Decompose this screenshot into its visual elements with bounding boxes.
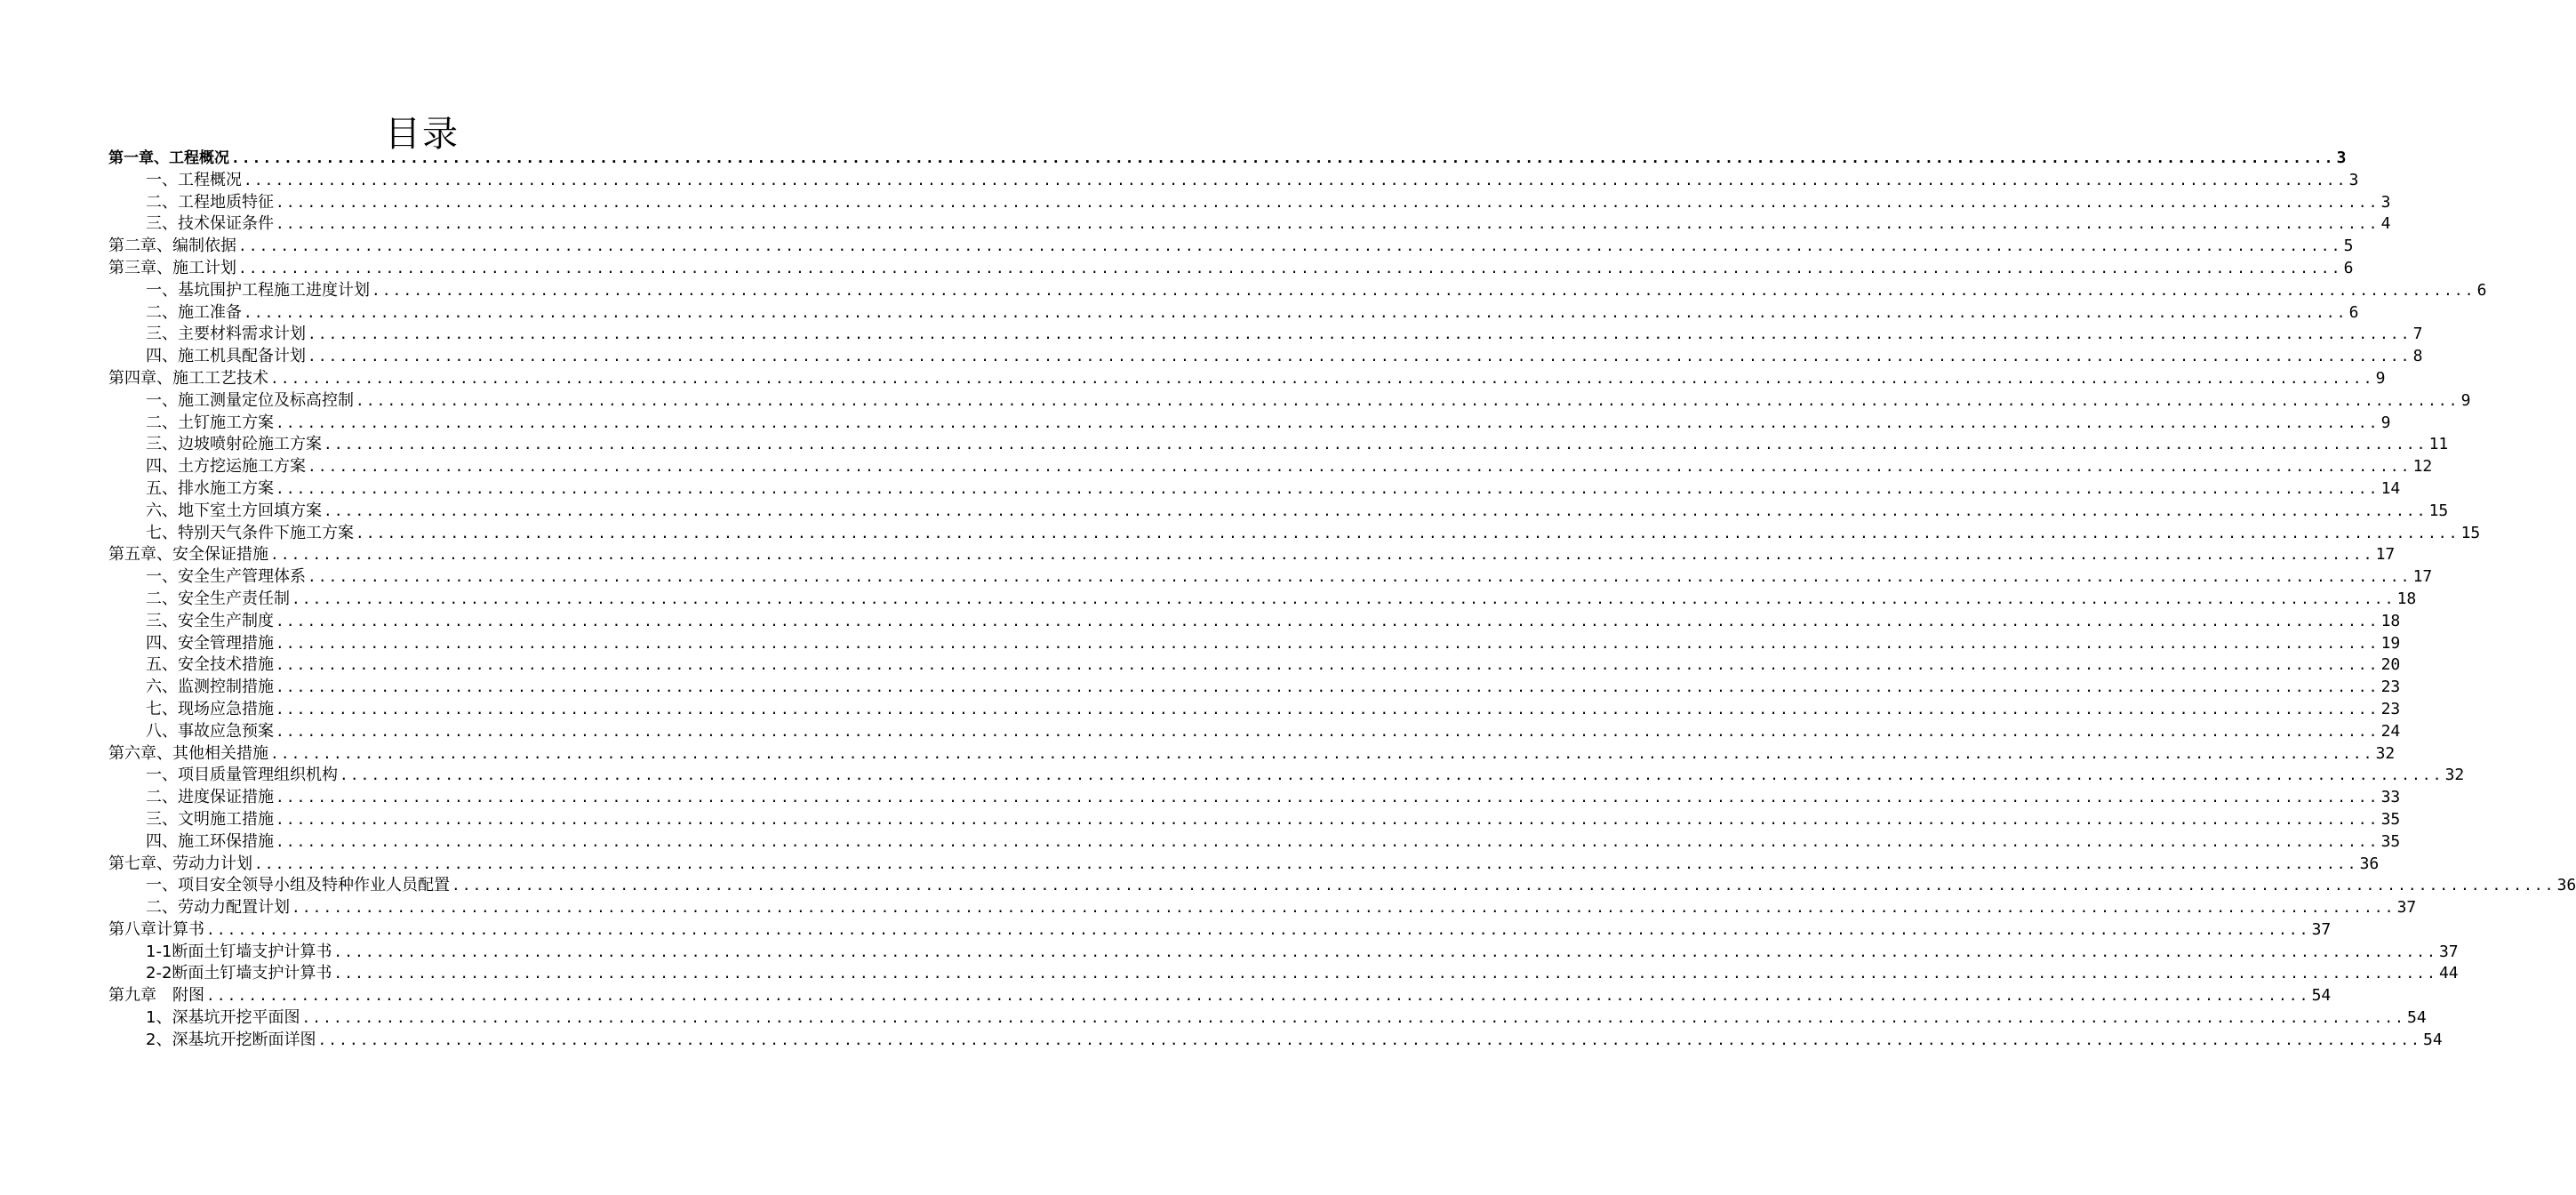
toc-dot-leader: ........................................................................................................................................................................................................ bbox=[308, 348, 2412, 365]
toc-dot-leader: ........................................................................................................................................................................................................ bbox=[356, 391, 2460, 409]
toc-entry-page-number: 18 bbox=[2396, 589, 2417, 608]
toc-entry-title: 八、事故应急预案 bbox=[146, 721, 274, 741]
toc-dot-leader: ........................................................................................................................................................................................................ bbox=[372, 281, 2476, 299]
toc-entry[interactable] bbox=[108, 302, 2359, 325]
toc-entry-title: 四、施工环保措施 bbox=[146, 831, 274, 851]
toc-entry[interactable] bbox=[108, 654, 2401, 677]
toc-entry[interactable] bbox=[108, 875, 2576, 897]
toc-dot-leader: ........................................................................................................................................................................................................ bbox=[244, 171, 2348, 188]
toc-entry[interactable] bbox=[108, 236, 2354, 258]
toc-entry[interactable] bbox=[108, 523, 2481, 545]
toc-entry[interactable] bbox=[108, 854, 2380, 876]
toc-entry-title: 第七章、劳动力计划 bbox=[108, 854, 252, 873]
toc-entry-page-number: 3 bbox=[2380, 192, 2391, 212]
toc-dot-leader: ........................................................................................................................................................................................................ bbox=[270, 744, 2374, 762]
toc-dot-leader: ........................................................................................................................................................................................................ bbox=[301, 1009, 2406, 1027]
toc-entry[interactable] bbox=[108, 963, 2459, 985]
toc-dot-leader: ........................................................................................................................................................................................................ bbox=[276, 193, 2380, 211]
toc-entry[interactable] bbox=[108, 170, 2359, 192]
toc-entry-title: 一、工程概况 bbox=[146, 170, 242, 189]
toc-entry-page-number: 3 bbox=[2348, 170, 2359, 189]
toc-entry-title: 六、地下室土方回填方案 bbox=[146, 501, 322, 520]
toc-entry-page-number: 32 bbox=[2375, 743, 2396, 763]
toc-dot-leader: ........................................................................................................................................................................................................ bbox=[308, 568, 2412, 586]
toc-entry[interactable] bbox=[108, 809, 2401, 831]
toc-entry-page-number: 36 bbox=[2556, 876, 2576, 895]
toc-entry[interactable] bbox=[108, 258, 2354, 280]
toc-dot-leader: ........................................................................................................................................................................................................ bbox=[206, 920, 2310, 938]
toc-entry-title: 五、安全技术措施 bbox=[146, 655, 274, 675]
toc-entry-title: 四、施工机具配备计划 bbox=[146, 347, 306, 366]
toc-dot-leader: ........................................................................................................................................................................................................ bbox=[244, 303, 2348, 321]
toc-entry-page-number: 15 bbox=[2460, 523, 2481, 542]
toc-entry-page-number: 20 bbox=[2380, 655, 2401, 675]
toc-entry-page-number: 9 bbox=[2375, 368, 2386, 388]
toc-entry-page-number: 11 bbox=[2428, 435, 2449, 454]
toc-dot-leader: ........................................................................................................................................................................................................ bbox=[276, 215, 2380, 233]
toc-entry-title: 七、现场应急措施 bbox=[146, 699, 274, 718]
toc-entry-title: 三、主要材料需求计划 bbox=[146, 325, 306, 344]
toc-dot-leader: ........................................................................................................................................................................................................ bbox=[324, 501, 2428, 519]
toc-dot-leader: ........................................................................................................................................................................................................ bbox=[238, 237, 2342, 255]
toc-entry-title: 第二章、编制依据 bbox=[108, 237, 236, 256]
toc-entry-page-number: 19 bbox=[2380, 633, 2401, 653]
toc-dot-leader: ........................................................................................................................................................................................................ bbox=[270, 369, 2374, 387]
toc-dot-leader: ........................................................................................................................................................................................................ bbox=[333, 942, 2437, 960]
toc-entry-title: 三、边坡喷射砼施工方案 bbox=[146, 435, 322, 454]
toc-entry-title: 三、技术保证条件 bbox=[146, 214, 274, 234]
toc-entry-title: 第三章、施工计划 bbox=[108, 258, 236, 277]
toc-entry-page-number: 54 bbox=[2423, 1030, 2443, 1049]
toc-dot-leader: ........................................................................................................................................................................................................ bbox=[254, 854, 2358, 872]
toc-entry-page-number: 8 bbox=[2412, 347, 2423, 366]
toc-entry-page-number: 18 bbox=[2380, 611, 2401, 630]
toc-dot-leader: ........................................................................................................................................................................................................ bbox=[276, 832, 2380, 850]
toc-dot-leader: ........................................................................................................................................................................................................ bbox=[308, 458, 2412, 476]
toc-entry-title: 七、特别天气条件下施工方案 bbox=[146, 523, 354, 542]
toc-entry-title: 二、劳动力配置计划 bbox=[146, 898, 290, 918]
toc-entry-page-number: 4 bbox=[2380, 214, 2391, 234]
toc-entry[interactable] bbox=[108, 699, 2401, 721]
toc-entry-title: 二、施工准备 bbox=[146, 302, 242, 322]
page-title: 目录 bbox=[385, 113, 460, 155]
toc-entry-page-number: 35 bbox=[2380, 809, 2401, 829]
toc-entry-page-number: 9 bbox=[2380, 413, 2391, 432]
toc-dot-leader: ........................................................................................................................................................................................................ bbox=[231, 149, 2335, 166]
toc-entry-page-number: 9 bbox=[2460, 390, 2471, 410]
toc-entry-page-number: 15 bbox=[2428, 501, 2449, 520]
toc-entry-page-number: 6 bbox=[2343, 258, 2354, 277]
toc-dot-leader: ........................................................................................................................................................................................................ bbox=[276, 413, 2380, 431]
toc-entry-title: 第四章、施工工艺技术 bbox=[108, 368, 268, 388]
toc-dot-leader: ........................................................................................................................................................................................................ bbox=[206, 987, 2310, 1005]
toc-entry-page-number: 17 bbox=[2375, 545, 2396, 565]
toc-entry[interactable] bbox=[108, 213, 2391, 236]
toc-entry-page-number: 12 bbox=[2412, 457, 2433, 477]
toc-entry-page-number: 5 bbox=[2343, 237, 2354, 256]
toc-dot-leader: ........................................................................................................................................................................................................ bbox=[276, 479, 2380, 497]
toc-dot-leader: ........................................................................................................................................................................................................ bbox=[317, 1031, 2422, 1048]
toc-entry[interactable] bbox=[108, 280, 2487, 302]
toc-dot-leader: ........................................................................................................................................................................................................ bbox=[356, 524, 2460, 541]
toc-dot-leader: ........................................................................................................................................................................................................ bbox=[333, 965, 2437, 982]
toc-entry-title: 四、安全管理措施 bbox=[146, 633, 274, 653]
toc-entry-title: 一、项目质量管理组织机构 bbox=[146, 766, 338, 785]
toc-entry-title: 第九章 附图 bbox=[108, 986, 204, 1006]
toc-entry-page-number: 24 bbox=[2380, 721, 2401, 741]
toc-entry-title: 一、施工测量定位及标高控制 bbox=[146, 390, 354, 410]
toc-entry-title: 一、基坑围护工程施工进度计划 bbox=[146, 280, 370, 300]
toc-entry[interactable] bbox=[108, 787, 2401, 809]
toc-entry-title: 三、文明施工措施 bbox=[146, 809, 274, 829]
toc-entry[interactable] bbox=[108, 192, 2391, 214]
toc-entry-page-number: 3 bbox=[2336, 148, 2347, 167]
toc-entry-page-number: 23 bbox=[2380, 699, 2401, 718]
toc-dot-leader: ........................................................................................................................................................................................................ bbox=[276, 634, 2380, 652]
toc-dot-leader: ........................................................................................................................................................................................................ bbox=[324, 436, 2428, 453]
toc-dot-leader: ........................................................................................................................................................................................................ bbox=[276, 678, 2380, 696]
toc-dot-leader: ........................................................................................................................................................................................................ bbox=[276, 722, 2380, 740]
toc-entry[interactable] bbox=[108, 544, 2396, 566]
toc-dot-leader: ........................................................................................................................................................................................................ bbox=[292, 589, 2396, 607]
toc-entry-title: 1、深基坑开挖平面图 bbox=[146, 1008, 300, 1028]
toc-entry-page-number: 44 bbox=[2438, 964, 2459, 983]
toc-dot-leader: ........................................................................................................................................................................................................ bbox=[276, 789, 2380, 806]
toc-entry-title: 2、深基坑开挖断面详图 bbox=[146, 1030, 316, 1049]
toc-entry-title: 第六章、其他相关措施 bbox=[108, 743, 268, 763]
toc-dot-leader: ........................................................................................................................................................................................................ bbox=[276, 612, 2380, 630]
toc-dot-leader: ........................................................................................................................................................................................................ bbox=[340, 766, 2444, 784]
toc-entry[interactable] bbox=[108, 456, 2433, 478]
toc-entry-title: 1-1断面土钉墙支护计算书 bbox=[146, 942, 332, 961]
toc-entry-title: 五、排水施工方案 bbox=[146, 478, 274, 498]
toc-entry-page-number: 33 bbox=[2380, 788, 2401, 807]
toc-entry[interactable] bbox=[108, 831, 2401, 854]
toc-entry-page-number: 36 bbox=[2359, 854, 2380, 873]
toc-entry-page-number: 6 bbox=[2348, 302, 2359, 322]
toc-entry-title: 第一章、工程概况 bbox=[108, 149, 229, 167]
toc-entry[interactable] bbox=[108, 368, 2386, 390]
toc-entry-title: 二、工程地质特征 bbox=[146, 192, 274, 212]
toc-entry-page-number: 23 bbox=[2380, 678, 2401, 697]
toc-entry-page-number: 14 bbox=[2380, 478, 2401, 498]
toc-entry-page-number: 37 bbox=[2396, 898, 2417, 918]
toc-entry-title: 二、土钉施工方案 bbox=[146, 413, 274, 432]
toc-entry-title: 第八章计算书 bbox=[108, 919, 204, 939]
toc-entry-page-number: 54 bbox=[2407, 1008, 2427, 1028]
toc-entry[interactable] bbox=[108, 413, 2391, 435]
toc-entry[interactable] bbox=[108, 478, 2401, 501]
toc-dot-leader: ........................................................................................................................................................................................................ bbox=[292, 899, 2396, 917]
toc-entry[interactable] bbox=[108, 1030, 2443, 1052]
toc-entry[interactable] bbox=[108, 434, 2449, 456]
toc-entry[interactable] bbox=[108, 566, 2433, 589]
toc-entry-title: 二、进度保证措施 bbox=[146, 788, 274, 807]
toc-dot-leader: ........................................................................................................................................................................................................ bbox=[276, 810, 2380, 828]
toc-entry[interactable] bbox=[108, 721, 2401, 743]
toc-entry[interactable] bbox=[108, 611, 2401, 633]
toc-dot-leader: ........................................................................................................................................................................................................ bbox=[276, 656, 2380, 674]
toc-entry[interactable] bbox=[108, 677, 2401, 699]
toc-entry-page-number: 6 bbox=[2476, 280, 2487, 300]
toc-entry[interactable] bbox=[108, 589, 2417, 611]
toc-entry[interactable] bbox=[108, 148, 2347, 170]
toc-entry[interactable] bbox=[108, 390, 2471, 413]
toc-entry[interactable] bbox=[108, 633, 2401, 655]
toc-entry[interactable] bbox=[108, 765, 2465, 787]
toc-entry-title: 2-2断面土钉墙支护计算书 bbox=[146, 964, 332, 983]
toc-entry[interactable] bbox=[108, 743, 2396, 766]
toc-entry-title: 六、监测控制措施 bbox=[146, 678, 274, 697]
toc-entry-title: 第五章、安全保证措施 bbox=[108, 545, 268, 565]
toc-entry-page-number: 17 bbox=[2412, 567, 2433, 587]
toc-entry-page-number: 32 bbox=[2444, 766, 2465, 785]
toc-entry-title: 一、项目安全领导小组及特种作业人员配置 bbox=[146, 876, 450, 895]
toc-entry[interactable] bbox=[108, 942, 2459, 964]
toc-entry[interactable] bbox=[108, 919, 2332, 942]
toc-dot-leader: ........................................................................................................................................................................................................ bbox=[276, 700, 2380, 718]
toc-entry[interactable] bbox=[108, 501, 2449, 523]
toc-entry-title: 三、安全生产制度 bbox=[146, 611, 274, 630]
table-of-contents bbox=[108, 148, 2576, 1052]
toc-dot-leader: ........................................................................................................................................................................................................ bbox=[308, 325, 2412, 343]
toc-entry-page-number: 54 bbox=[2311, 986, 2332, 1006]
toc-entry[interactable] bbox=[108, 897, 2417, 919]
toc-entry-title: 四、土方挖运施工方案 bbox=[146, 457, 306, 477]
toc-entry[interactable] bbox=[108, 985, 2332, 1007]
toc-entry-page-number: 37 bbox=[2438, 942, 2459, 961]
toc-entry[interactable] bbox=[108, 346, 2423, 368]
toc-dot-leader: ........................................................................................................................................................................................................ bbox=[238, 259, 2342, 277]
toc-entry[interactable] bbox=[108, 324, 2423, 346]
toc-entry-title: 二、安全生产责任制 bbox=[146, 589, 290, 608]
toc-entry-page-number: 37 bbox=[2311, 919, 2332, 939]
toc-entry-page-number: 7 bbox=[2412, 325, 2423, 344]
toc-entry-page-number: 35 bbox=[2380, 831, 2401, 851]
toc-dot-leader: ........................................................................................................................................................................................................ bbox=[452, 877, 2556, 894]
toc-entry-title: 一、安全生产管理体系 bbox=[146, 567, 306, 587]
toc-entry[interactable] bbox=[108, 1007, 2427, 1030]
toc-dot-leader: ........................................................................................................................................................................................................ bbox=[270, 546, 2374, 564]
